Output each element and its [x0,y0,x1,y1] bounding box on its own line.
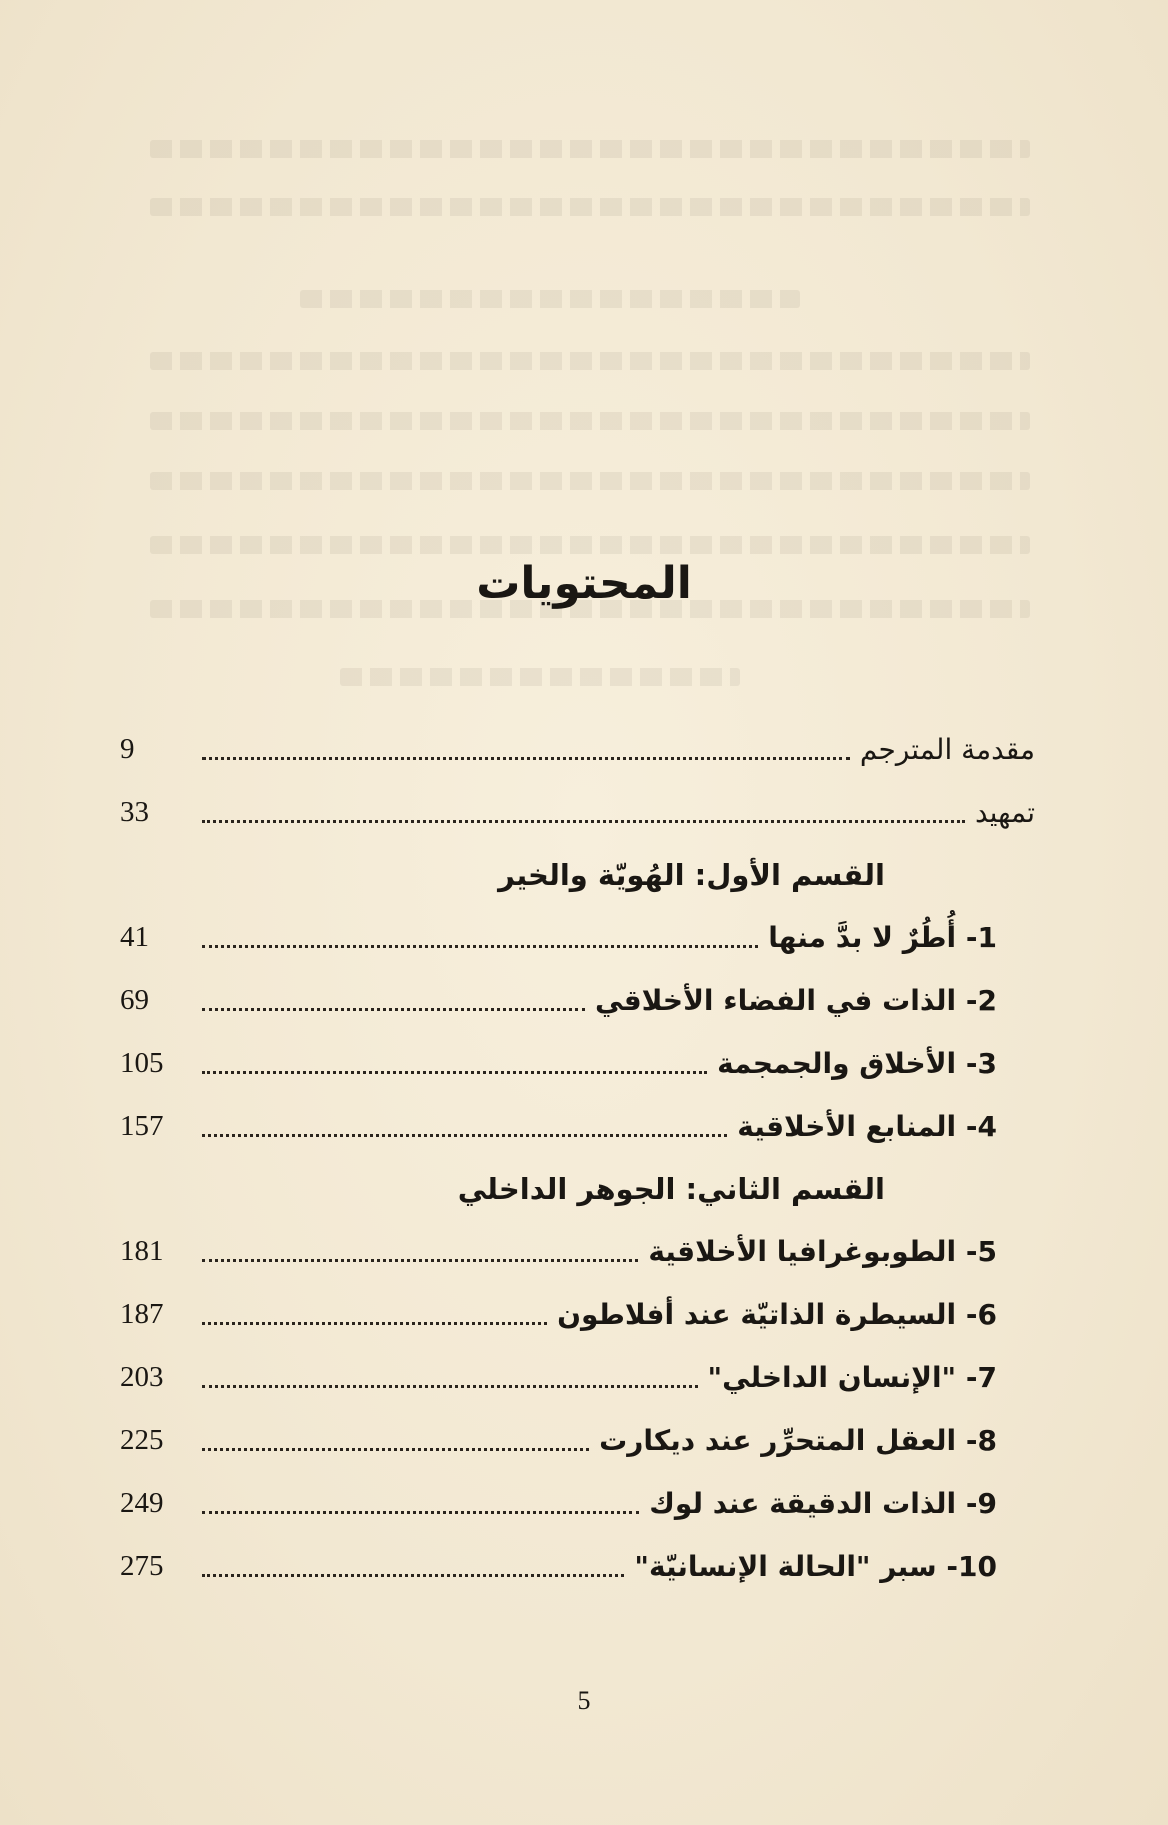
toc-entry[interactable] [120,1283,1035,1346]
toc-entry[interactable] [120,1220,1035,1283]
toc-entry-title: 7- "الإنسان الداخلي" [707,1361,997,1394]
bleed-through-mark [150,352,1030,370]
toc-entry[interactable] [120,969,1035,1032]
page-title: المحتويات [476,558,692,609]
dot-leader [202,1448,589,1451]
toc-entry-title: 1- أُطُرٌ لا بدَّ منها [768,921,997,954]
toc-entry-title: 10- سبر "الحالة الإنسانيّة" [634,1550,997,1583]
toc-entry[interactable] [120,1409,1035,1472]
dot-leader [202,1071,707,1074]
toc-entry-title: 6- السيطرة الذاتيّة عند أفلاطون [557,1298,997,1331]
toc-entry-title: تمهيد [974,796,1035,829]
toc-entry[interactable] [120,1346,1035,1409]
bleed-through-mark [150,198,1030,216]
dot-leader [202,820,965,823]
toc-entry-title: مقدمة المترجم [859,733,1035,766]
toc-entry-page-number: 187 [120,1298,164,1330]
toc-entry[interactable] [120,1472,1035,1535]
toc-entry[interactable] [120,1535,1035,1598]
toc-entry[interactable] [120,718,1035,781]
toc-entry-page-number: 9 [120,733,135,765]
toc-entry[interactable] [120,1095,1035,1158]
bleed-through-mark [300,290,800,308]
dot-leader [202,757,850,760]
toc-section-heading [120,844,1035,906]
toc-section-heading [120,1158,1035,1220]
toc-entry-page-number: 105 [120,1047,164,1079]
toc-entry[interactable] [120,906,1035,969]
page-number: 5 [577,1686,591,1715]
bleed-through-mark [150,140,1030,158]
toc-entry-title: 2- الذات في الفضاء الأخلاقي [594,984,997,1017]
dot-leader [202,1574,624,1577]
toc-entry[interactable] [120,781,1035,844]
toc-entry-page-number: 181 [120,1235,164,1267]
toc-entry-page-number: 249 [120,1487,164,1519]
toc-entry-title: 4- المنابع الأخلاقية [737,1110,997,1143]
toc-entry-page-number: 157 [120,1110,164,1142]
toc-entry-title: 9- الذات الدقيقة عند لوك [649,1487,997,1520]
dot-leader [202,1322,547,1325]
bleed-through-mark [150,536,1030,554]
dot-leader [202,1008,585,1011]
table-of-contents [120,718,1035,1598]
toc-entry-page-number: 225 [120,1424,164,1456]
toc-entry-page-number: 33 [120,796,149,828]
dot-leader [202,1259,638,1262]
section-title: القسم الأول: الهُويّة والخير [498,858,885,892]
toc-entry[interactable] [120,1032,1035,1095]
toc-entry-page-number: 275 [120,1550,164,1582]
dot-leader [202,1134,727,1137]
dot-leader [202,945,758,948]
toc-entry-page-number: 203 [120,1361,164,1393]
toc-entry-title: 3- الأخلاق والجمجمة [717,1047,997,1080]
dot-leader [202,1385,698,1388]
toc-entry-title: 5- الطوبوغرافيا الأخلاقية [648,1235,997,1268]
dot-leader [202,1511,639,1514]
bleed-through-mark [150,472,1030,490]
bleed-through-mark [150,412,1030,430]
toc-entry-title: 8- العقل المتحرِّر عند ديكارت [599,1424,997,1457]
section-title: القسم الثاني: الجوهر الداخلي [457,1172,885,1206]
toc-entry-page-number: 69 [120,984,149,1016]
bleed-through-mark [340,668,740,686]
toc-entry-page-number: 41 [120,921,149,953]
